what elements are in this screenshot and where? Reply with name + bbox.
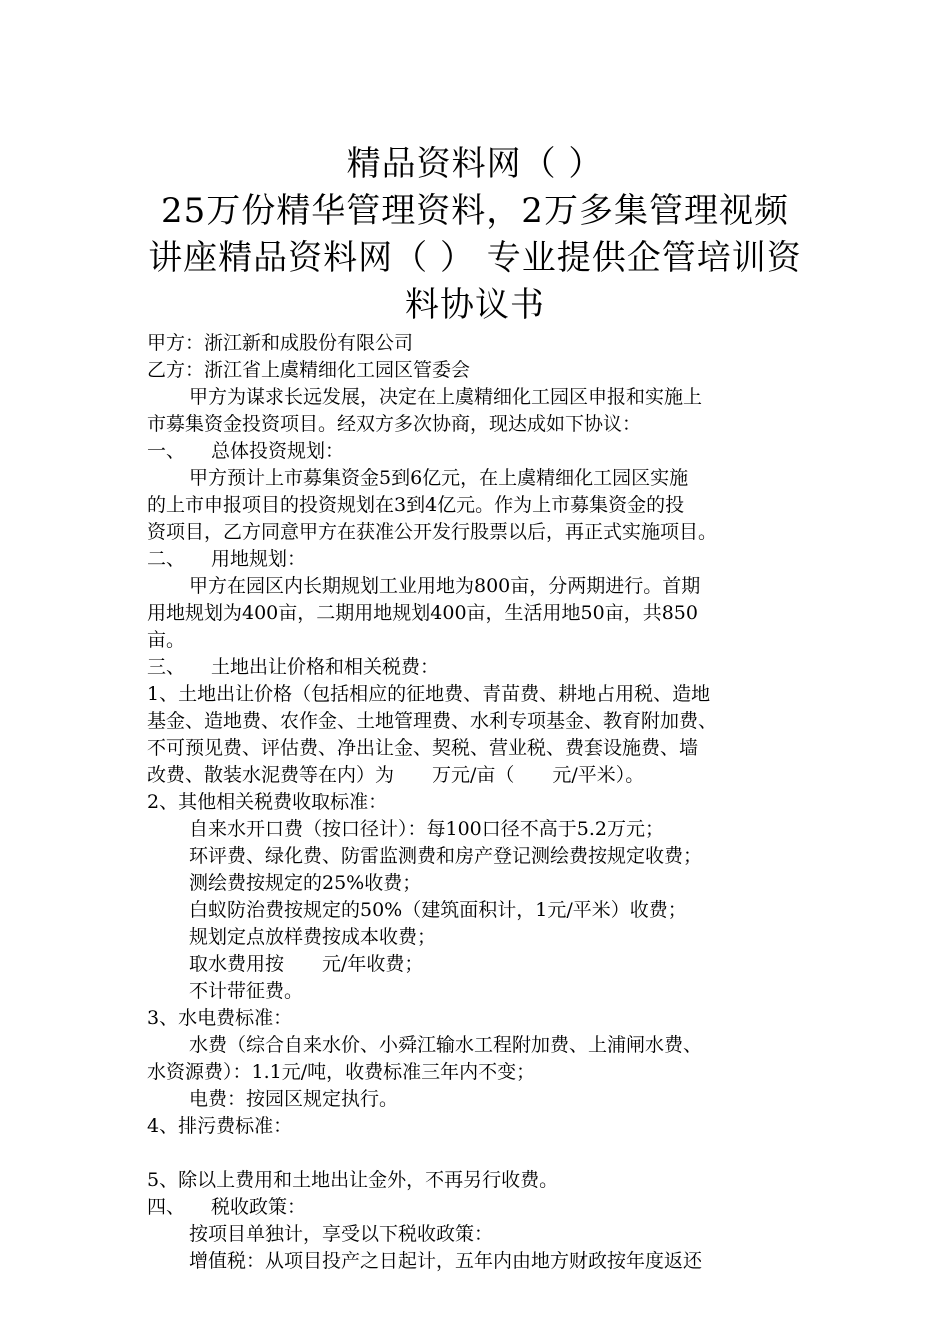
intro-line-1: 甲方为谋求长远发展，决定在上虞精细化工园区申报和实施上 [189, 386, 703, 408]
item-3-line-2: 水资源费）：1.1元/吨，收费标准三年内不变； [147, 1061, 536, 1083]
item-1-line-2: 基金、造地费、农作金、土地管理费、水利专项基金、教育附加费、 [147, 710, 718, 732]
section-4-heading [147, 1194, 812, 1221]
document-title [140, 143, 810, 331]
section-3-heading [147, 654, 812, 681]
item-1-line-3: 不可预见费、评估费、净出让金、契税、营业税、费套设施费、墙 [147, 737, 699, 759]
section-1-number: 一、 [147, 440, 186, 462]
item-2-heading: 2、其他相关税费收取标准： [147, 791, 388, 813]
section-2-number: 二、 [147, 548, 186, 570]
item-1-line-4: 改费、散装水泥费等在内）为 万元/亩（ 元/平米）。 [147, 764, 645, 786]
section-2-line-3: 亩。 [147, 629, 186, 651]
item-5-heading: 5、除以上费用和土地出让金外，不再另行收费。 [147, 1169, 559, 1191]
section-2-line-1: 甲方在园区内长期规划工业用地为800亩，分两期进行。首期 [189, 575, 701, 597]
section-4-number: 四、 [147, 1196, 186, 1218]
intro-line-2: 市募集资金投资项目。经双方多次协商，现达成如下协议： [147, 413, 642, 435]
section-1-line-2: 的上市申报项目的投资规划在3到4亿元。作为上市募集资金的投 [147, 494, 685, 516]
item-2-line-2: 环评费、绿化费、防雷监测费和房产登记测绘费按规定收费； [189, 845, 703, 867]
section-4-title: 税收政策： [211, 1196, 307, 1218]
item-2-line-7: 不计带征费。 [189, 980, 304, 1002]
party-b: 乙方：浙江省上虞精细化工园区管委会 [147, 359, 471, 381]
item-2-line-6: 取水费用按 元/年收费； [189, 953, 424, 975]
title-line-4: 料协议书 [405, 285, 545, 325]
section-4-line-1: 按项目单独计，享受以下税收政策： [189, 1223, 494, 1245]
section-1-title: 总体投资规划： [211, 440, 345, 462]
item-2-line-5: 规划定点放样费按成本收费； [189, 926, 437, 948]
section-2-heading [147, 546, 812, 573]
item-4-heading: 4、排污费标准： [147, 1115, 293, 1137]
item-3-heading: 3、水电费标准： [147, 1007, 293, 1029]
section-1-heading [147, 438, 812, 465]
item-3-line-3: 电费：按园区规定执行。 [189, 1088, 399, 1110]
party-a: 甲方：浙江新和成股份有限公司 [147, 332, 414, 354]
section-2-title: 用地规划： [211, 548, 307, 570]
title-line-1: 精品资料网（ ） [346, 144, 604, 184]
item-3-line-1: 水费（综合自来水价、小舜江输水工程附加费、上浦闸水费、 [189, 1034, 703, 1056]
section-1-line-3: 资项目，乙方同意甲方在获准公开发行股票以后，再正式实施项目。 [147, 521, 718, 543]
title-line-3: 讲座精品资料网（ ） 专业提供企管培训资 [148, 238, 802, 278]
item-1-line-1: 1、土地出让价格（包括相应的征地费、青苗费、耕地占用税、造地 [147, 683, 711, 705]
document-body [147, 330, 812, 1275]
blank-line [147, 1140, 812, 1167]
section-4-line-2: 增值税：从项目投产之日起计，五年内由地方财政按年度返还 [189, 1250, 703, 1272]
item-2-line-1: 自来水开口费（按口径计）：每100口径不高于5.2万元； [189, 818, 664, 840]
item-2-line-4: 白蚁防治费按规定的50%（建筑面积计，1元/平米）收费； [189, 899, 687, 921]
section-1-line-1: 甲方预计上市募集资金5到6亿元，在上虞精细化工园区实施 [189, 467, 689, 489]
title-line-2: 25万份精华管理资料，2万多集管理视频 [161, 191, 789, 231]
section-2-line-2: 用地规划为400亩，二期用地规划400亩，生活用地50亩，共850 [147, 602, 698, 624]
section-3-number: 三、 [147, 656, 186, 678]
section-3-title: 土地出让价格和相关税费： [211, 656, 440, 678]
item-2-line-3: 测绘费按规定的25%收费； [189, 872, 422, 894]
